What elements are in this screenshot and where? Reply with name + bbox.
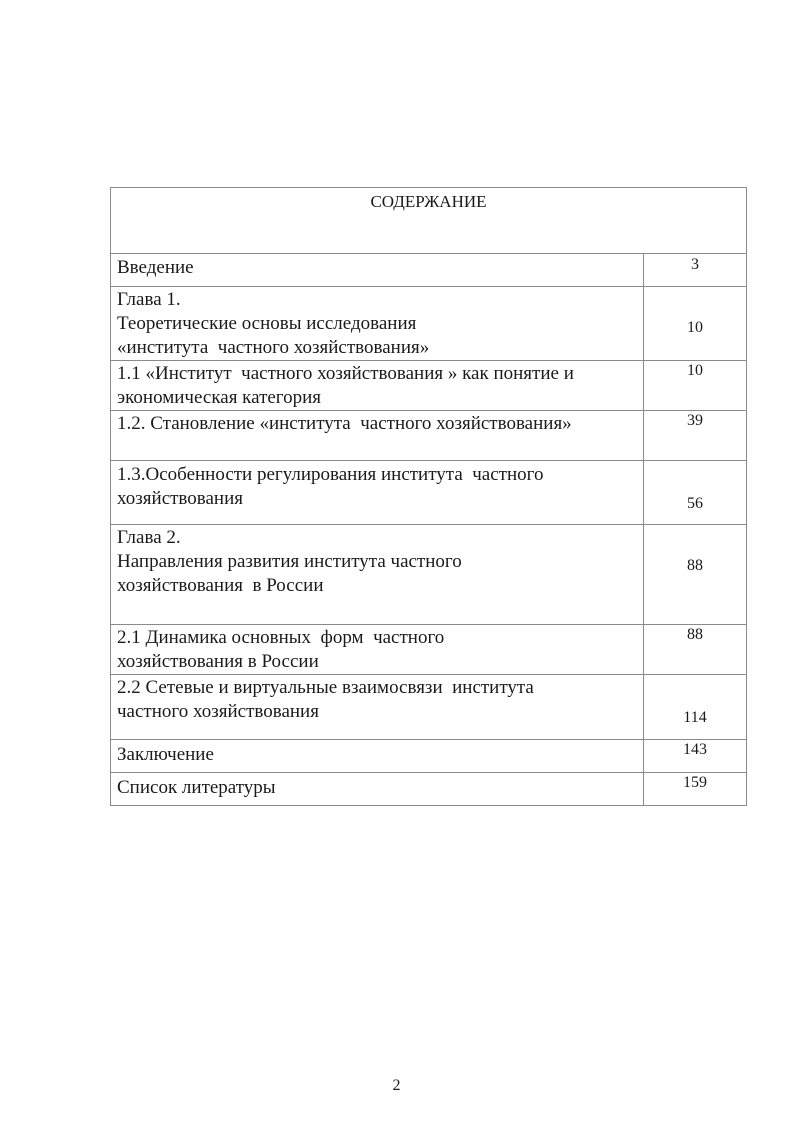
toc-row	[111, 287, 746, 361]
toc-entry-text: Глава 1.	[117, 289, 181, 310]
toc-entry-page: 143	[683, 741, 707, 758]
page-number: 2	[392, 1077, 401, 1094]
table-of-contents	[110, 187, 747, 806]
toc-row	[111, 773, 746, 805]
toc-entry-text: хозяйствования в России	[117, 575, 324, 596]
toc-entry-page: 159	[683, 774, 707, 791]
toc-row	[111, 254, 746, 287]
toc-entry-page: 39	[687, 412, 703, 429]
toc-entry-text: 1.3.Особенности регулирования института частного	[117, 464, 544, 485]
toc-entry-text: хозяйствования	[117, 488, 243, 509]
toc-row	[111, 740, 746, 773]
toc-row	[111, 461, 746, 525]
toc-entry-page: 114	[683, 709, 707, 726]
toc-entry-page: 10	[687, 362, 703, 379]
toc-entry-text: 2.2 Сетевые и виртуальные взаимосвязи института	[117, 677, 534, 698]
toc-entry-page: 10	[687, 319, 703, 336]
toc-entry-text: 1.1 «Институт частного хозяйствования » как понятие и	[117, 363, 574, 384]
toc-row	[111, 525, 746, 625]
toc-entry-text: Глава 2.	[117, 527, 181, 548]
toc-entry-page: 88	[687, 557, 703, 574]
toc-entry-text: экономическая категория	[117, 387, 322, 408]
toc-entry-text: 2.1 Динамика основных форм частного	[117, 627, 445, 648]
toc-entry-text: Направления развития института частного	[117, 551, 462, 572]
toc-entry-text: хозяйствования в России	[117, 651, 319, 672]
toc-entry-text: 1.2. Становление «института частного хозяйствования»	[117, 413, 572, 434]
toc-row	[111, 625, 746, 675]
toc-entry-page: 88	[687, 626, 703, 643]
toc-entry-text: «института частного хозяйствования»	[117, 337, 430, 358]
toc-entry-text: частного хозяйствования	[117, 701, 319, 722]
toc-row	[111, 411, 746, 461]
toc-entry-text: Введение	[117, 257, 194, 278]
toc-entry-text: Список литературы	[117, 777, 276, 798]
toc-entry-text: Теоретические основы исследования	[117, 313, 417, 334]
toc-title: СОДЕРЖАНИЕ	[111, 188, 746, 254]
toc-row	[111, 361, 746, 411]
toc-entry-text: Заключение	[117, 744, 214, 765]
toc-row	[111, 675, 746, 740]
toc-entry-page: 56	[687, 495, 703, 512]
toc-entry-page: 3	[691, 256, 699, 273]
